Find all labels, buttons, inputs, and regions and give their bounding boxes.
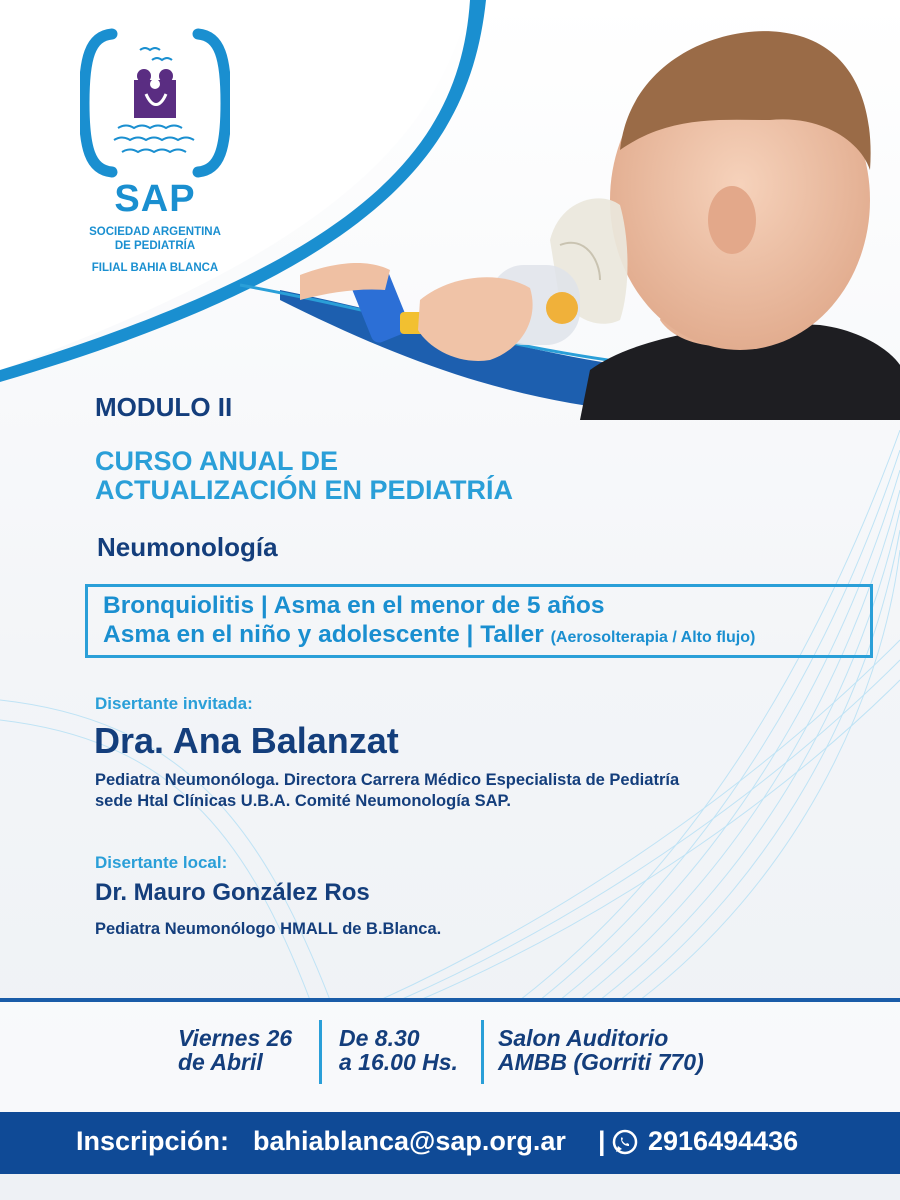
topics-line2 [103, 620, 870, 652]
child-inhaler-photo [300, 20, 900, 420]
registration-label: Inscripción: [76, 1126, 230, 1156]
logo-name-line1: SOCIEDAD ARGENTINA [89, 226, 221, 238]
specialty-title: Neumonología [97, 532, 278, 562]
event-time [339, 1026, 458, 1074]
course-title-line1: CURSO ANUAL DE [95, 446, 339, 476]
local-speaker-name: Dr. Mauro González Ros [95, 879, 370, 906]
course-title-line2: ACTUALIZACIÓN EN PEDIATRÍA [95, 475, 513, 505]
logo-branch: FILIAL BAHIA BLANCA [91, 262, 219, 274]
invited-desc-line1: Pediatra Neumonóloga. Directora Carrera Médico Especialista de Pediatría [95, 771, 680, 789]
event-time-line1: De 8.30 [339, 1025, 420, 1051]
registration-phone-link[interactable]: 2916494436 [648, 1126, 799, 1156]
module-title: MODULO II [95, 392, 233, 422]
footer-separator: | [598, 1126, 606, 1156]
logo-organization-name [60, 225, 250, 253]
event-place-line2: AMBB (Gorriti 770) [498, 1049, 704, 1075]
registration-email-link[interactable]: bahiablanca@sap.org.ar [253, 1126, 566, 1156]
topics-line1: Bronquiolitis | Asma en el menor de 5 años [103, 592, 605, 619]
invited-speaker-description [95, 770, 835, 812]
sap-logo [80, 28, 230, 178]
invited-desc-line2: sede Htal Clínicas U.B.A. Comité Neumonología SAP. [95, 792, 511, 810]
logo-acronym: SAP [114, 178, 196, 220]
event-time-line2: a 16.00 Hs. [339, 1049, 458, 1075]
event-date-line1: Viernes 26 [178, 1025, 293, 1051]
event-separator [481, 1020, 484, 1084]
whatsapp-icon [612, 1129, 638, 1155]
event-place-line1: Salon Auditorio [498, 1025, 669, 1051]
invited-speaker-name: Dra. Ana Balanzat [94, 720, 399, 761]
invited-speaker-label: Disertante invitada: [95, 694, 253, 713]
logo-name-line2: DE PEDIATRÍA [114, 240, 196, 252]
course-title [95, 447, 513, 505]
local-speaker-description: Pediatra Neumonólogo HMALL de B.Blanca. [95, 920, 442, 938]
registration-footer [0, 1112, 900, 1174]
event-separator [319, 1020, 322, 1084]
topics-line2-main: Asma en el niño y adolescente | Taller [103, 621, 544, 648]
event-place [498, 1026, 704, 1074]
event-date [178, 1026, 292, 1074]
event-date-line2: de Abril [178, 1049, 263, 1075]
topics-box [85, 584, 873, 658]
topics-line2-note: (Aerosolterapia / Alto flujo) [550, 629, 756, 646]
local-speaker-label: Disertante local: [95, 853, 228, 872]
